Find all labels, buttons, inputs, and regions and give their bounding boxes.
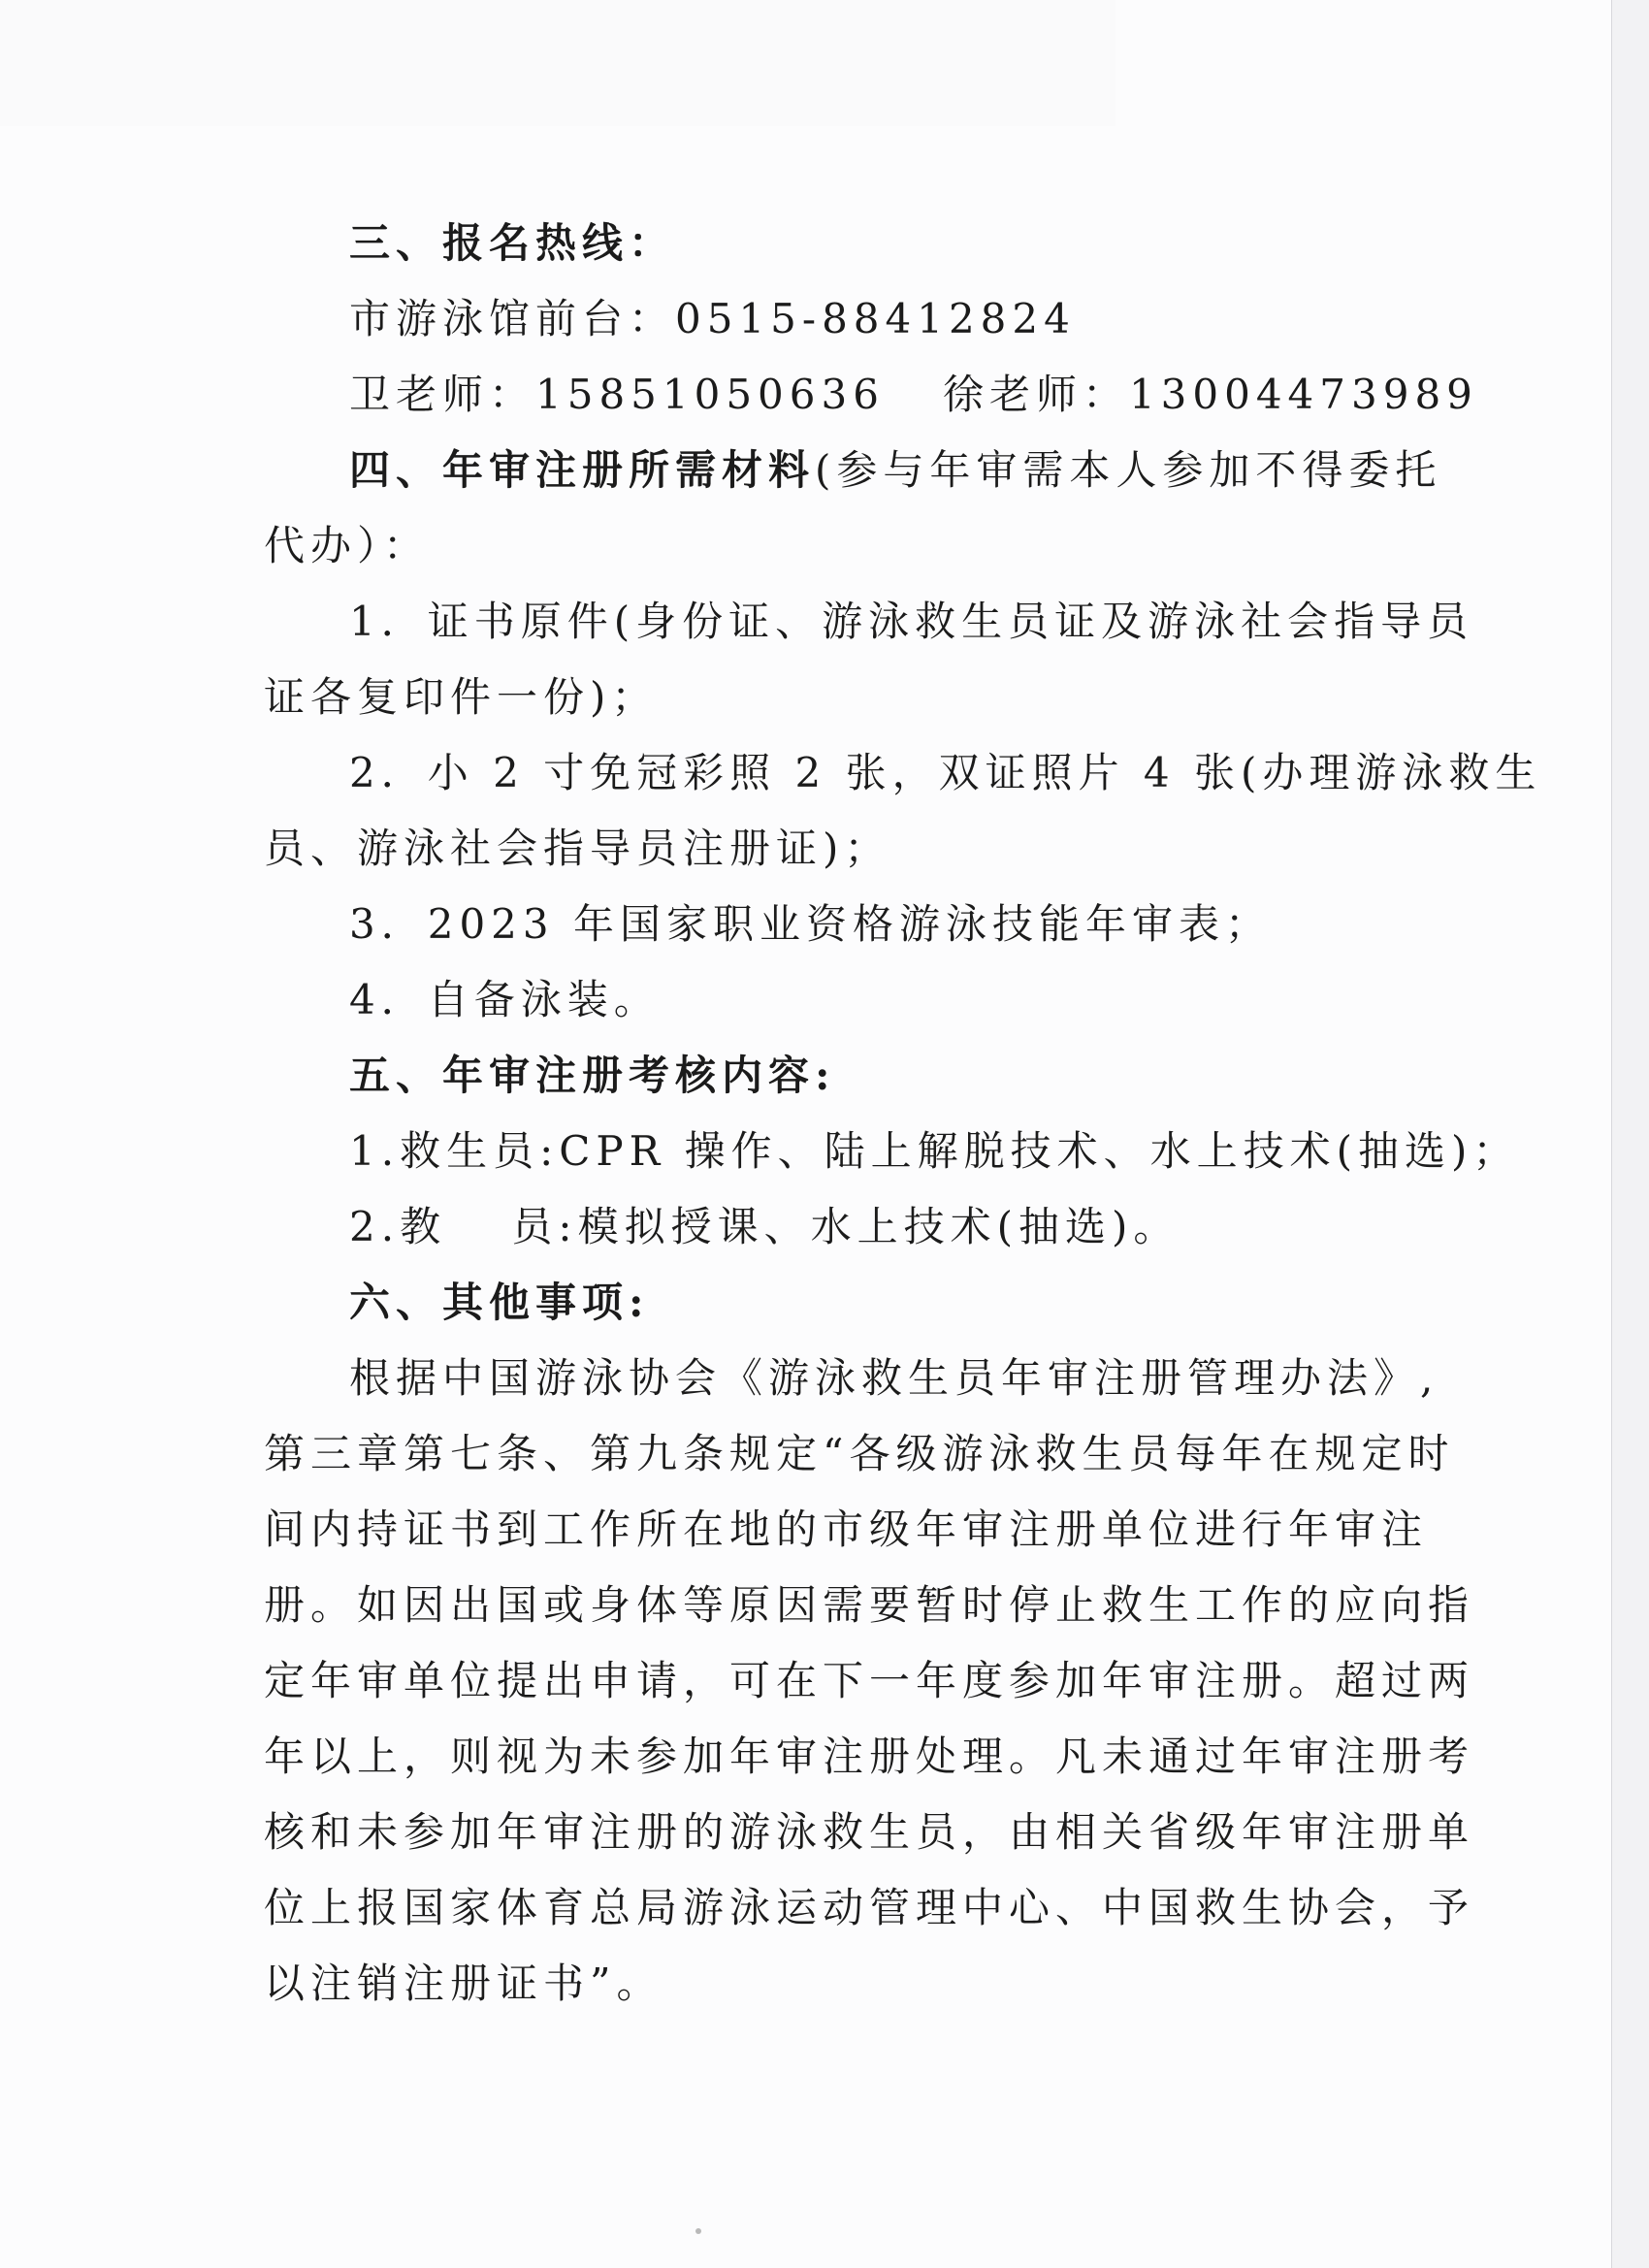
hotline-teachers: [264, 357, 1478, 433]
materials-item-2-cont: 员、游泳社会指导员注册证)；: [264, 825, 891, 872]
bleed-through-block: [0, 0, 1116, 126]
other-paragraph-line: 核和未参加年审注册的游泳救生员，由相关省级年审注册单: [264, 1808, 1475, 1856]
hotline-teacher-wei: 卫老师：15851050636: [349, 371, 885, 418]
hotline-front-desk: 市游泳馆前台：0515-88412824: [349, 295, 1076, 342]
assessment-item-2: 2.教 员:模拟授课、水上技术(抽选)。: [349, 1203, 1180, 1250]
materials-item-2: 2．小 2 寸免冠彩照 2 张，双证照片 4 张(办理游泳救生: [349, 749, 1542, 796]
materials-note: (参与年审需本人参加不得委托: [815, 446, 1442, 494]
materials-item-1-cont: 证各复印件一份)；: [264, 673, 659, 721]
materials-item-4: 4．自备泳装。: [349, 976, 661, 1023]
other-paragraph-line: 根据中国游泳协会《游泳救生员年审注册管理办法》,: [349, 1354, 1439, 1402]
other-paragraph-line: 定年审单位提出申请，可在下一年度参加年审注册。超过两: [264, 1657, 1475, 1704]
other-paragraph-line: 间内持证书到工作所在地的市级年审注册单位进行年审注: [264, 1506, 1429, 1553]
materials-item-3: 3．2023 年国家职业资格游泳技能年审表；: [349, 900, 1272, 948]
other-paragraph-line: 册。如因出国或身体等原因需要暂时停止救生工作的应向指: [264, 1581, 1475, 1629]
materials-heading-text: 四、年审注册所需材料: [349, 446, 816, 494]
assessment-item-1: 1.救生员:CPR 操作、陆上解脱技术、水上技术(抽选)；: [349, 1127, 1520, 1175]
hotline-teacher-xu: 徐老师：13004473989: [942, 371, 1478, 418]
document-body: [264, 206, 1542, 2022]
other-paragraph-line: 第三章第七条、第九条规定“各级游泳救生员每年在规定时: [264, 1430, 1455, 1477]
materials-item-1: 1．证书原件(身份证、游泳救生员证及游泳社会指导员: [349, 598, 1474, 645]
materials-note-cont: 代办）：: [264, 522, 431, 569]
other-paragraph-line: 年以上，则视为未参加年审注册处理。凡未通过年审注册考: [264, 1733, 1475, 1780]
section-heading-materials: [264, 433, 1442, 508]
scan-speck: [695, 2228, 701, 2234]
section-heading-other: 六、其他事项:: [349, 1279, 650, 1326]
other-paragraph-line: 位上报国家体育总局游泳运动管理中心、中国救生协会，予: [264, 1884, 1475, 1931]
section-heading-hotline: 三、报名热线：: [349, 219, 676, 267]
section-heading-assessment: 五、年审注册考核内容:: [349, 1052, 836, 1099]
page-edge-shadow: [1611, 0, 1649, 2268]
other-paragraph-line: 以注销注册证书”。: [264, 1960, 663, 2007]
